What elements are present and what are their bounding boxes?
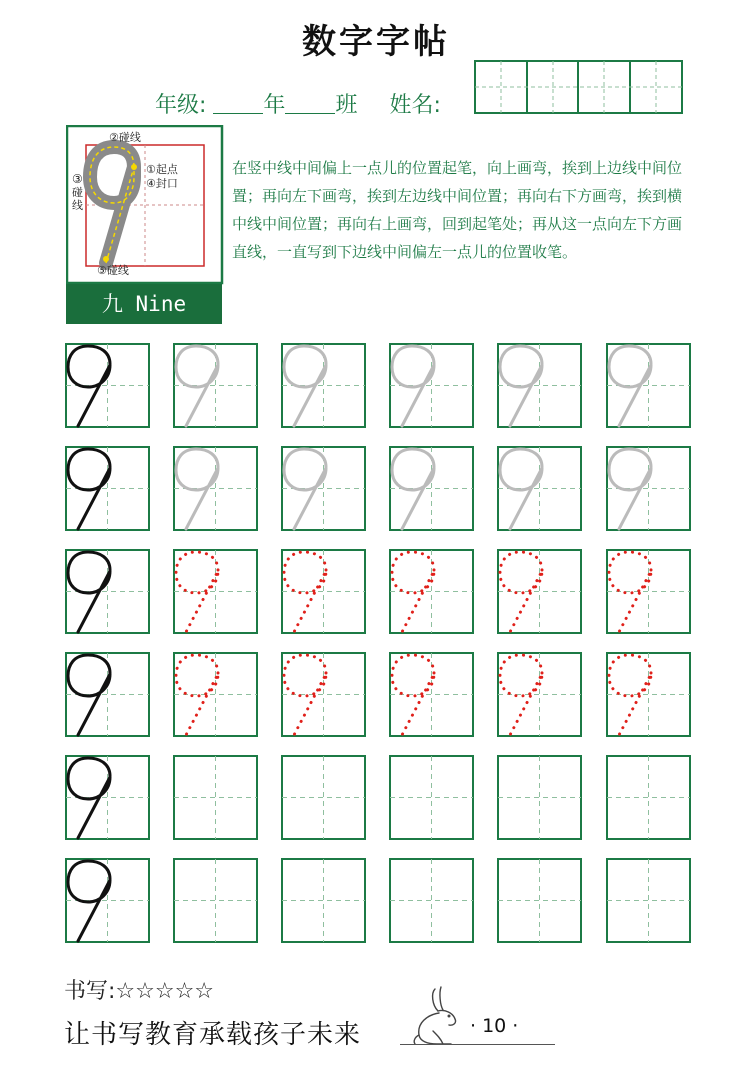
digit-name-band: 九 Nine	[66, 284, 222, 324]
practice-cell[interactable]	[498, 550, 581, 633]
digit-9-model	[68, 552, 110, 632]
digit-9-model	[68, 346, 110, 426]
digit-9-trace-dotted	[609, 552, 651, 632]
grade-blank[interactable]	[213, 91, 263, 114]
score-label: 书写:☆☆☆☆☆	[64, 979, 215, 1004]
label-touch-left: 碰线	[72, 186, 83, 212]
digit-9-trace-gray	[392, 346, 434, 426]
practice-cell[interactable]	[282, 859, 365, 942]
year-label: 年	[263, 93, 286, 118]
digit-9-trace-gray	[284, 346, 326, 426]
practice-cell[interactable]	[66, 344, 149, 427]
digit-9-trace-dotted	[176, 655, 218, 735]
digit-9-model	[68, 758, 110, 838]
digit-9-trace-gray	[500, 346, 542, 426]
digit-9-trace-gray	[392, 449, 434, 529]
practice-cell[interactable]	[174, 447, 257, 530]
practice-cell[interactable]	[174, 859, 257, 942]
practice-cell[interactable]	[607, 550, 690, 633]
digit-9-trace-dotted	[176, 552, 218, 632]
practice-cell[interactable]	[607, 344, 690, 427]
digit-9-trace-gray	[284, 449, 326, 529]
label-end: ④封口	[146, 177, 178, 190]
digit-9-trace-dotted	[609, 655, 651, 735]
student-info-row	[155, 88, 441, 119]
digit-9-trace-dotted	[500, 552, 542, 632]
digit-9-trace-dotted	[284, 552, 326, 632]
digit-9-trace-dotted	[284, 655, 326, 735]
practice-cell[interactable]	[282, 447, 365, 530]
digit-9-trace-dotted	[500, 655, 542, 735]
practice-cell[interactable]	[174, 653, 257, 736]
page-number: · 10 ·	[470, 1015, 519, 1037]
practice-cell[interactable]	[174, 550, 257, 633]
slogan: 让书写教育承载孩子未来	[64, 1020, 362, 1050]
class-blank[interactable]	[285, 91, 335, 114]
practice-cell[interactable]	[390, 550, 473, 633]
practice-cell[interactable]	[282, 756, 365, 839]
name-writing-grid[interactable]	[474, 60, 684, 115]
name-label: 姓名:	[389, 93, 441, 118]
digit-9-model	[68, 655, 110, 735]
practice-cell[interactable]	[390, 447, 473, 530]
practice-cell[interactable]	[498, 447, 581, 530]
practice-cell[interactable]	[390, 653, 473, 736]
digit-9-model	[68, 861, 110, 941]
practice-cell[interactable]	[174, 344, 257, 427]
practice-cell[interactable]	[66, 859, 149, 942]
digit-9-model	[68, 449, 110, 529]
practice-cell[interactable]	[498, 756, 581, 839]
footer-line	[400, 1044, 555, 1045]
practice-cell[interactable]	[282, 653, 365, 736]
practice-cell[interactable]	[607, 859, 690, 942]
digit-9-trace-gray	[609, 346, 651, 426]
practice-cell[interactable]	[66, 447, 149, 530]
class-label: 班	[335, 93, 358, 118]
practice-cell[interactable]	[282, 550, 365, 633]
label-touch-top: ②碰线	[109, 131, 141, 144]
stroke-description: 在竖中线中间偏上一点儿的位置起笔，向上画弯，挨到上边线中间位置；再向左下画弯，挨到左边线中间位置；再向右下方画弯，挨到横中线中间位置；再向右上画弯，回到起笔处；再从这一点向左下方画直线，一直写到下边线中间偏左一点儿的位置收笔。	[232, 159, 683, 261]
practice-cell[interactable]	[607, 447, 690, 530]
practice-cell[interactable]	[174, 756, 257, 839]
practice-cell[interactable]	[390, 859, 473, 942]
digit-9-trace-dotted	[392, 655, 434, 735]
practice-cell[interactable]	[390, 756, 473, 839]
digit-9-trace-gray	[500, 449, 542, 529]
label-start: ①起点	[146, 163, 178, 176]
practice-cell[interactable]	[66, 550, 149, 633]
digit-9-trace-gray	[176, 346, 218, 426]
label-touch-bottom: ⑤碰线	[97, 264, 129, 277]
grade-label: 年级:	[155, 93, 207, 118]
rabbit-icon	[405, 985, 469, 1047]
practice-cell[interactable]	[498, 344, 581, 427]
practice-cell[interactable]	[607, 653, 690, 736]
practice-cell[interactable]	[498, 859, 581, 942]
digit-9-trace-gray	[609, 449, 651, 529]
digit-9-trace-gray	[176, 449, 218, 529]
practice-cell[interactable]	[282, 344, 365, 427]
practice-cell[interactable]	[66, 756, 149, 839]
stroke-order-diagram	[66, 125, 224, 285]
practice-cell[interactable]	[66, 653, 149, 736]
digit-9-trace-dotted	[392, 552, 434, 632]
practice-cell[interactable]	[390, 344, 473, 427]
practice-cell[interactable]	[498, 653, 581, 736]
label-touch-left-num: ③	[72, 172, 83, 186]
practice-cell[interactable]	[607, 756, 690, 839]
page-title: 数字字帖	[302, 22, 450, 62]
